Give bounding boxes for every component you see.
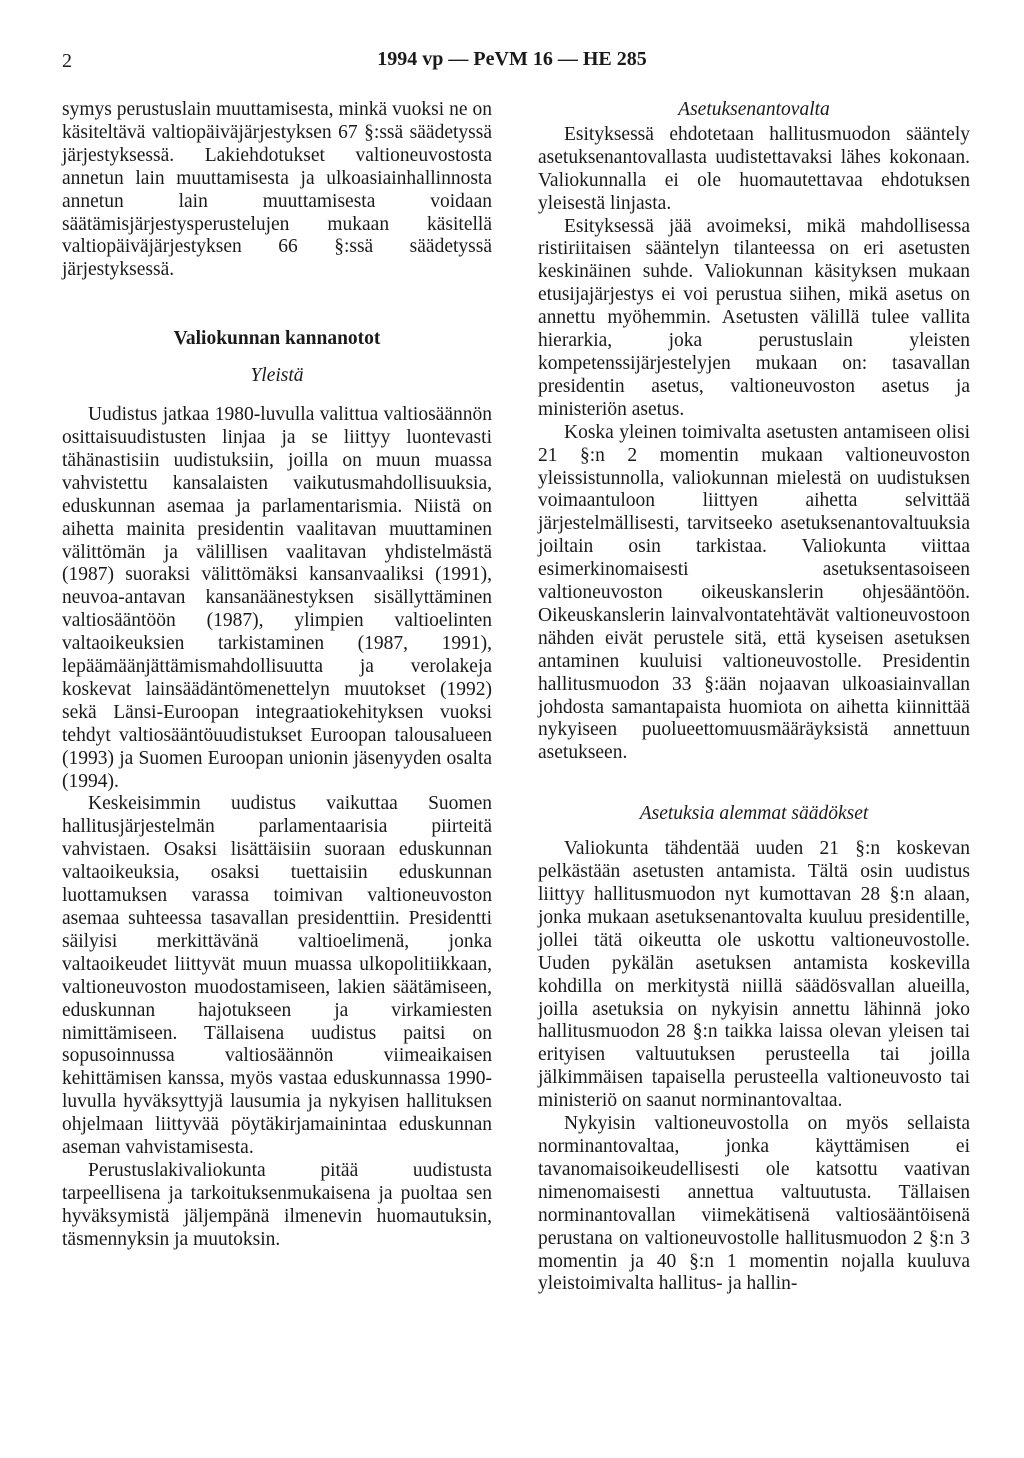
subheading-yleista: Yleistä — [250, 365, 304, 387]
body-paragraph: Valiokunta tähdentää uuden 21 §:n koskevan pelkästään asetusten antamista. Tältä osin uudistus liittyy hallitusmuodon nyt kumottavan 28 §:n alaan, jonka mukaan asetuksenantovalta kuuluu presidentille, jollei tätä oikeutta ole uskottu valtioneuvostolle. Uuden pykälän asetuksen antamista koskevilla kohdilla on merkitystä niillä säädösvallan alueilla, joilla asetuksia on nykyisin annettu lähinnä joko hallitusmuodon 28 §:n taikka laissa olevan yleisen tai erityisen valtuutuksen perusteella tai joilla jälkimmäisen tapaisella perusteella valtioneuvosto tai ministeriö on saanut norminantovaltaa. — [538, 838, 970, 1112]
body-paragraph: Keskeisimmin uudistus vaikuttaa Suomen hallitusjärjestelmän parlamentaarisia piirteitä vahvistaen. Osaksi lisättäisiin suoraan eduskunnan valtaoikeuksia, osaksi tuettaisiin eduskunnan luottamuksen varassa toimivan valtioneuvoston asemaa suhteessa tasavallan presidenttiin. Presidentti säilyisi merkittävänä valtioelimenä, jonka valtaoikeudet liittyvät muun muassa ulkopolitiikkaan, valtioneuvoston muodostamiseen, lakien säätämiseen, eduskunnan hajotukseen ja virkamiesten nimittämiseen. Tällaisena uudistus paitsi on sopusoinnussa valtiosäännön viimeaikaisen kehittämisen kanssa, myös vastaa eduskunnassa 1990-luvulla hyväksyttyjä lausumia ja nykyisen hallituksen ohjelmaan liittyvää pöytäkirjamainintaa eduskunnan aseman vahvistamisesta. — [62, 793, 492, 1159]
body-paragraph: Perustuslakivaliokunta pitää uudistusta tarpeellisena ja tarkoituksenmukaisena ja puoltaa sen hyväksymistä jäljempänä ilmenevin huomautuksin, täsmennyksin ja muutoksin. — [62, 1159, 492, 1250]
section-heading: Valiokunnan kannanotot — [173, 328, 381, 350]
page-number: 2 — [62, 50, 72, 72]
right-column — [538, 99, 970, 1296]
left-column — [62, 99, 492, 1252]
body-paragraph: Koska yleinen toimivalta asetusten antamiseen olisi 21 §:n 2 momentin mukaan valtioneuvoston yleissistunnolla, valiokunnan mielestä on uudistuksen voimaantuloon liittyen aihetta selvittää järjestelmällisesti, tarvitseeko asetuksenantovaltuuksia joiltain osin tarkistaa. Valiokunta viittaa esimerkinomaisesti asetuksentasoiseen valtioneuvoston oikeuskanslerin ohjesääntöön. Oikeuskanslerin lainvalvontatehtävät valtioneuvostoon nähden eivät perustele sitä, että kyseisen asetuksen antaminen kuuluisi valtioneuvostolle. Presidentin hallitusmuodon 33 §:ään nojaavan ulkoasiainvallan johdosta samantapaista huomiota on aihetta kiinnittää nykyiseen puolueettomuusmääräyksistä annettuun asetukseen. — [538, 421, 970, 764]
body-paragraph: Esityksessä jää avoimeksi, mikä mahdollisessa ristiriitaisen sääntelyn tilanteessa on eri asetusten keskinäinen suhde. Valiokunnan käsityksen mukaan etusijajärjestys ei voi perustua siihen, mikä asetus on annettu myöhemmin. Asetusten välillä tulee vallita hierarkia, joka perustuslain yleisten kompetenssijärjestelyjen mukaan on: tasavallan presidentin asetus, valtioneuvoston asetus ja ministeriön asetus. — [538, 215, 970, 420]
subheading-asetuksenantovalta: Asetuksenantovalta — [678, 99, 830, 120]
subheading-asetuksia-alemmat: Asetuksia alemmat säädökset — [639, 803, 869, 825]
running-header: 1994 vp — PeVM 16 — HE 285 — [377, 48, 647, 70]
intro-paragraph: symys perustuslain muuttamisesta, minkä vuoksi ne on käsiteltävä valtiopäiväjärjestyksen 67 §:ssä säädetyssä järjestyksessä. Lakiehdotukset valtioneuvostosta annetun lain muuttamisesta ja ulkoasiainhallinnosta annetun lain muuttamisesta voidaan säätämisjärjestysperustelujen mukaan käsitellä valtiopäiväjärjestyksen 66 §:ssä säädetyssä järjestyksessä. — [62, 99, 492, 281]
body-paragraph: Esityksessä ehdotetaan hallitusmuodon sääntely asetuksenantovallasta uudistettavaksi lähes kokonaan. Valiokunnalla ei ole huomautettavaa ehdotuksen yleisestä linjasta. — [538, 123, 970, 214]
body-paragraph: Nykyisin valtioneuvostolla on myös sellaista norminantovaltaa, jonka käyttämisen ei tavanomaisoikeudellisesti ole katsottu vaativan nimenomaisesti annettua valtuutusta. Tällaisen norminantovallan viimekätisenä valtiosääntöisenä perustana on valtioneuvostolle hallitusmuodon 2 §:n 3 momentin ja 40 §:n 1 momentin nojalla kuuluva yleistoimivalta hallitus- ja hallin- — [538, 1113, 970, 1295]
body-paragraph: Uudistus jatkaa 1980-luvulla valittua valtiosäännön osittaisuudistusten linjaa ja se liittyy luontevasti tähänastisiin uudistuksiin, joilla on muun muassa vahvistettu kansalaisten vaikutusmahdollisuuksia, eduskunnan asemaa ja parlamentarismia. Niistä on aihetta mainita presidentin vaalitavan muuttaminen välittömän ja välillisen vaalitavan yhdistelmästä (1987) suoraksi välittömäksi kansanvaaliksi (1991), neuvoa-antavan kansanäänestyksen sisällyttäminen valtiosääntöön (1987), ylimpien valtioelinten valtaoikeuksien tarkistaminen (1987, 1991), lepäämäänjättämismahdollisuutta ja verolakeja koskevat lainsäädäntömenettelyn muutokset (1992) sekä Länsi-Euroopan integraatiokehityksen vuoksi tehdyt valtiosääntöuudistukset Euroopan talousalueen (1993) ja Suomen Euroopan unionin jäsenyyden osalta (1994). — [62, 404, 492, 792]
